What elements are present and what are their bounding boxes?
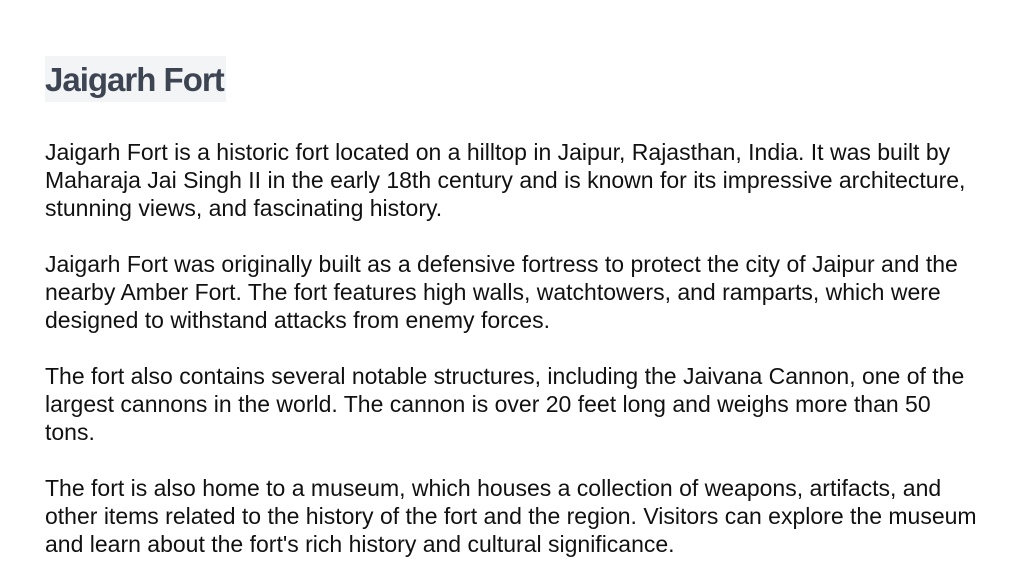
paragraph-intro: Jaigarh Fort is a historic fort located on a hilltop in Jaipur, Rajasthan, India. It was built by Maharaja Jai Singh II in the early 18th century and is known for its impressive architecture, stunning views, and fascinating history. bbox=[45, 139, 966, 221]
paragraph-cannon: The fort also contains several notable structures, including the Jaivana Cannon, one of the largest cannons in the world. The cannon is over 20 feet long and weighs more than 50 tons. bbox=[45, 363, 965, 445]
page-title: Jaigarh Fort bbox=[45, 61, 224, 98]
article-body bbox=[45, 138, 985, 558]
paragraph-museum: The fort is also home to a museum, which houses a collection of weapons, artifacts, and other items related to the history of the fort and the region. Visitors can explore the museum and learn about the fort's rich history and cultural significance. bbox=[45, 475, 977, 557]
title-highlight bbox=[45, 56, 226, 102]
paragraph-defense: Jaigarh Fort was originally built as a defensive fortress to protect the city of Jaipur and the nearby Amber Fort. The fort features high walls, watchtowers, and ramparts, which were designed to withstand attacks from enemy forces. bbox=[45, 251, 958, 333]
